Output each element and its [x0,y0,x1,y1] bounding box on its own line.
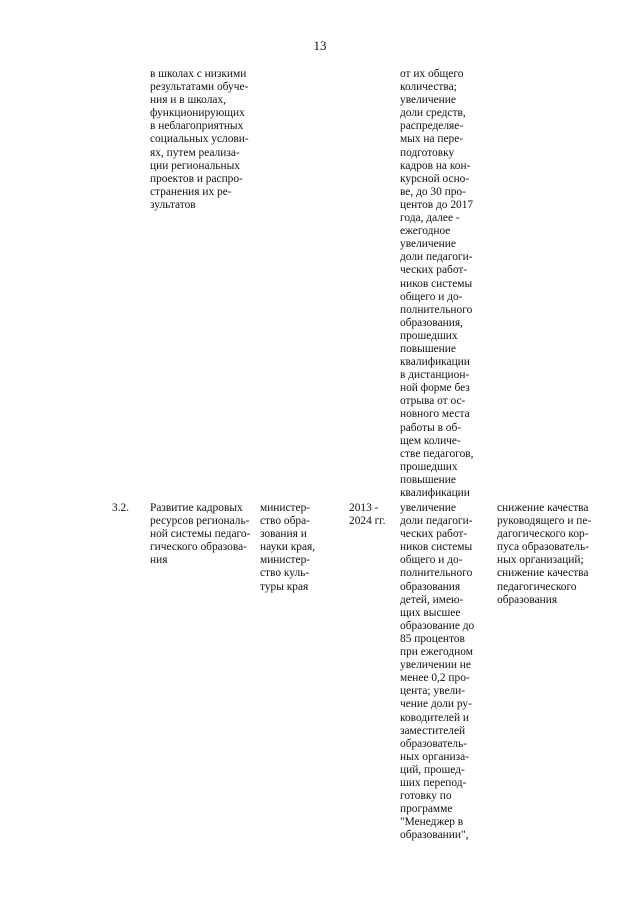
executor-cell: министер- ство обра- зования и науки края, министер- ство куль- туры края [260,502,316,593]
indicator-cell: увеличение доли педагоги- ческих работ- ников системы общего и до- полнительного образования детей, имею- щих высшее образование до 85 процентов при ежегодном увеличении не менее 0,2 про- цента; увели- чение доли ру- ководителей и заместителей образователь- ных организа- ций, прошед- ших перепод- готовку по программе "Менеджер в образовании", [400,502,475,842]
indicator-cell-continued: от их общего количества; увеличение доли средств, распределяе- мых на пере- подготовку кадров на кон- курсной осно- ве, до 30 про- центов до 2017 года, далее - ежегодное увеличение доли педагоги- ческих работ- ников системы общего и до- полнительного образования, прошедших повышение квалификации в дистанцион- ной форме без отрыва от ос- новного места работы в об- щем количе- стве педагогов, прошедших повышение квалификации [400,68,474,499]
deadline-cell: 2013 - 2024 гг. [349,502,386,528]
row-number: 3.2. [112,502,130,514]
measure-cell-continued: в школах с низкими результатами обуче- ния и в школах, функционирующих в неблагоприятных социальных услови- ях, путем реализа- ции региональных проектов и распро- странения их ре- зультатов [150,68,249,211]
page-number: 13 [313,38,327,53]
measure-cell: Развитие кадровых ресурсов региональ- ной системы педаго- гического образова- ния [150,502,251,567]
result-cell: снижение качества руководящего и пе- дагогического кор- пуса образователь- ных организаций; снижение качества педагогического образования [497,502,592,606]
